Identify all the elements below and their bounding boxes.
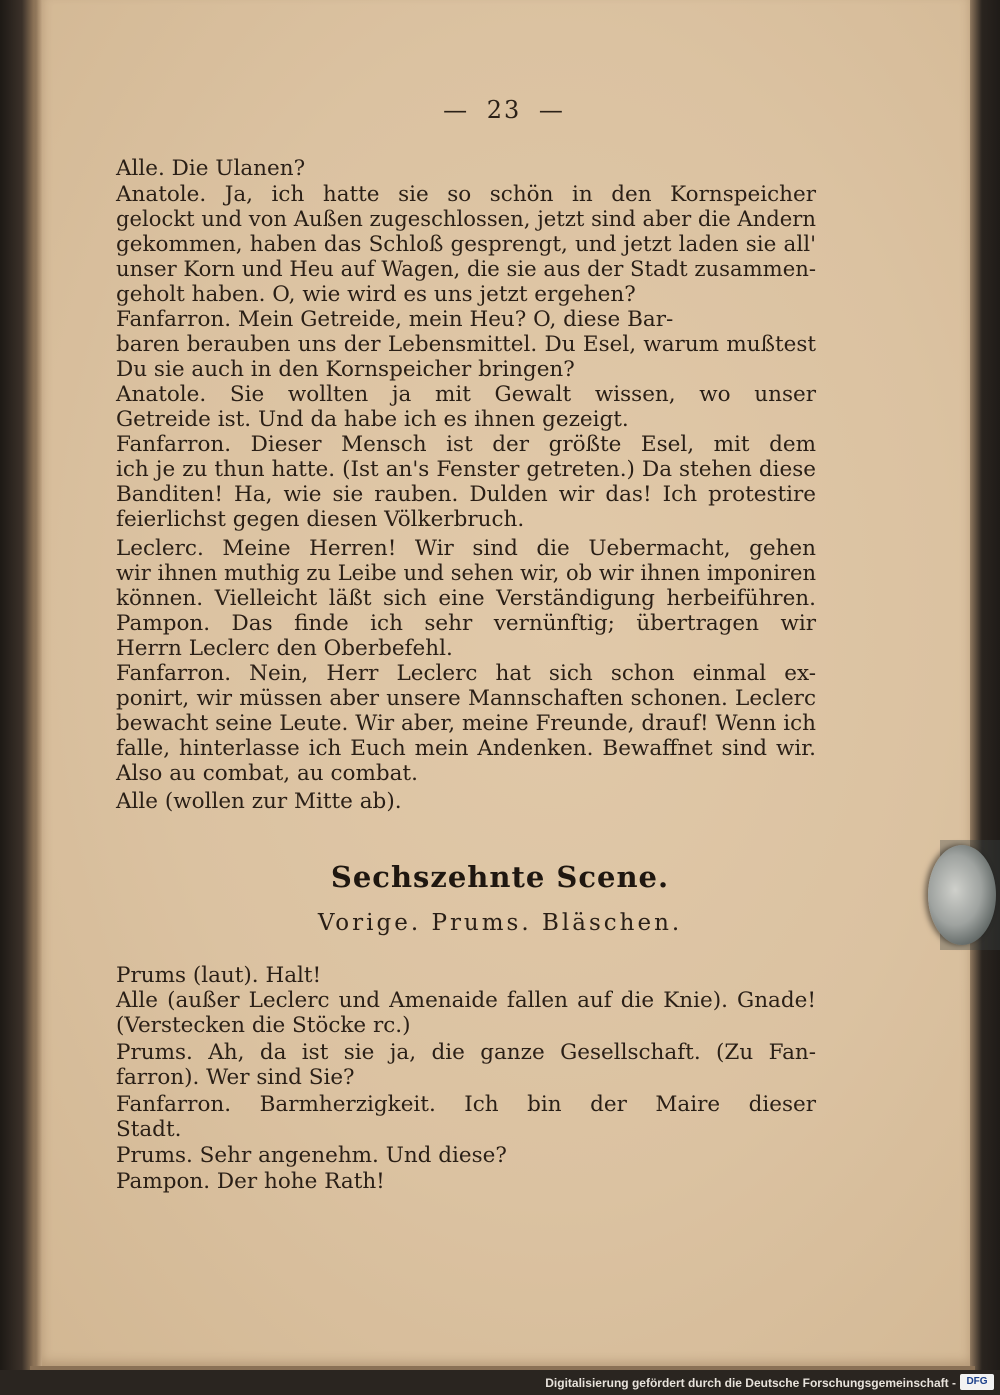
text-line: gekommen, haben das Schloß gesprengt, und jetzt laden sie all' [116,232,816,257]
text-line: Fanfarron. Dieser Mensch ist der größte Esel, mit dem [116,432,816,457]
footer-credit: Digitalisierung gefördert durch die Deutsche Forschungsgemeinschaft - [545,1376,956,1390]
text-line: (Verstecken die Stöcke rc.) [116,1013,411,1038]
text-line: Prums (laut). Halt! [116,963,322,988]
text-line: Also au combat, au combat. [116,761,418,786]
text-line: farron). Wer sind Sie? [116,1065,355,1090]
text-line: Getreide ist. Und da habe ich es ihnen gezeigt. [116,407,629,432]
scene-heading: Sechszehnte Scene. [330,860,670,894]
text-line: bewacht seine Leute. Wir aber, meine Freunde, drauf! Wenn ich [116,711,816,736]
text-line: Anatole. Sie wollten ja mit Gewalt wissen, wo unser [116,382,816,407]
text-line: falle, hinterlasse ich Euch mein Andenken. Bewaffnet sind wir. [116,736,816,761]
text-line: Herrn Leclerc den Oberbefehl. [116,636,453,661]
text-line: können. Vielleicht läßt sich eine Verständigung herbeiführen. [116,586,816,611]
text-line: Fanfarron. Barmherzigkeit. Ich bin der Maire dieser [116,1092,816,1117]
text-line: geholt haben. O, wie wird es uns jetzt ergehen? [116,282,636,307]
text-line: ponirt, wir müssen aber unsere Mannschaften schonen. Leclerc [116,686,816,711]
text-line: feierlichst gegen diesen Völkerbruch. [116,507,525,532]
text-line: Banditen! Ha, wie sie rauben. Dulden wir das! Ich protestire [116,482,816,507]
page-text [116,0,936,1300]
dfg-logo-icon: DFG [960,1374,994,1390]
text-line: Prums. Ah, da ist sie ja, die ganze Gesellschaft. (Zu Fan- [116,1040,816,1065]
page-number-dash-right: — [538,96,565,124]
text-line: wir ihnen muthig zu Leibe und sehen wir, ob wir ihnen imponiren [116,561,816,586]
text-line: ich je zu thun hatte. (Ist an's Fenster getreten.) Da stehen diese [116,457,816,482]
text-line: Stadt. [116,1117,182,1142]
text-line: Leclerc. Meine Herren! Wir sind die Uebermacht, gehen [116,536,816,561]
text-line: Du sie auch in den Kornspeicher bringen? [116,357,575,382]
text-line: Pampon. Das finde ich sehr vernünftig; übertragen wir [116,611,816,636]
text-line: Alle (wollen zur Mitte ab). [116,789,402,814]
book-gutter [0,0,42,1370]
text-line: Fanfarron. Nein, Herr Leclerc hat sich schon einmal ex- [116,661,816,686]
text-line: baren berauben uns der Lebensmittel. Du Esel, warum mußtest [116,332,816,357]
scene-persons: Vorige. Prums. Bläschen. [317,910,683,936]
text-line: Prums. Sehr angenehm. Und diese? [116,1143,507,1168]
text-line: unser Korn und Heu auf Wagen, die sie aus der Stadt zusammen- [116,257,816,282]
text-line: Alle (außer Leclerc und Amenaide fallen auf die Knie). Gnade! [116,988,816,1013]
page-number-value: 23 [486,96,522,124]
text-line: gelockt und von Außen zugeschlossen, jetzt sind aber die Andern [116,207,816,232]
text-line: Anatole. Ja, ich hatte sie so schön in den Kornspeicher [116,182,816,207]
page-number-dash-left: — [443,96,470,124]
text-line: Fanfarron. Mein Getreide, mein Heu? O, diese Bar- [116,307,674,332]
text-line: Alle. Die Ulanen? [116,156,306,181]
text-line: Pampon. Der hohe Rath! [116,1169,385,1194]
